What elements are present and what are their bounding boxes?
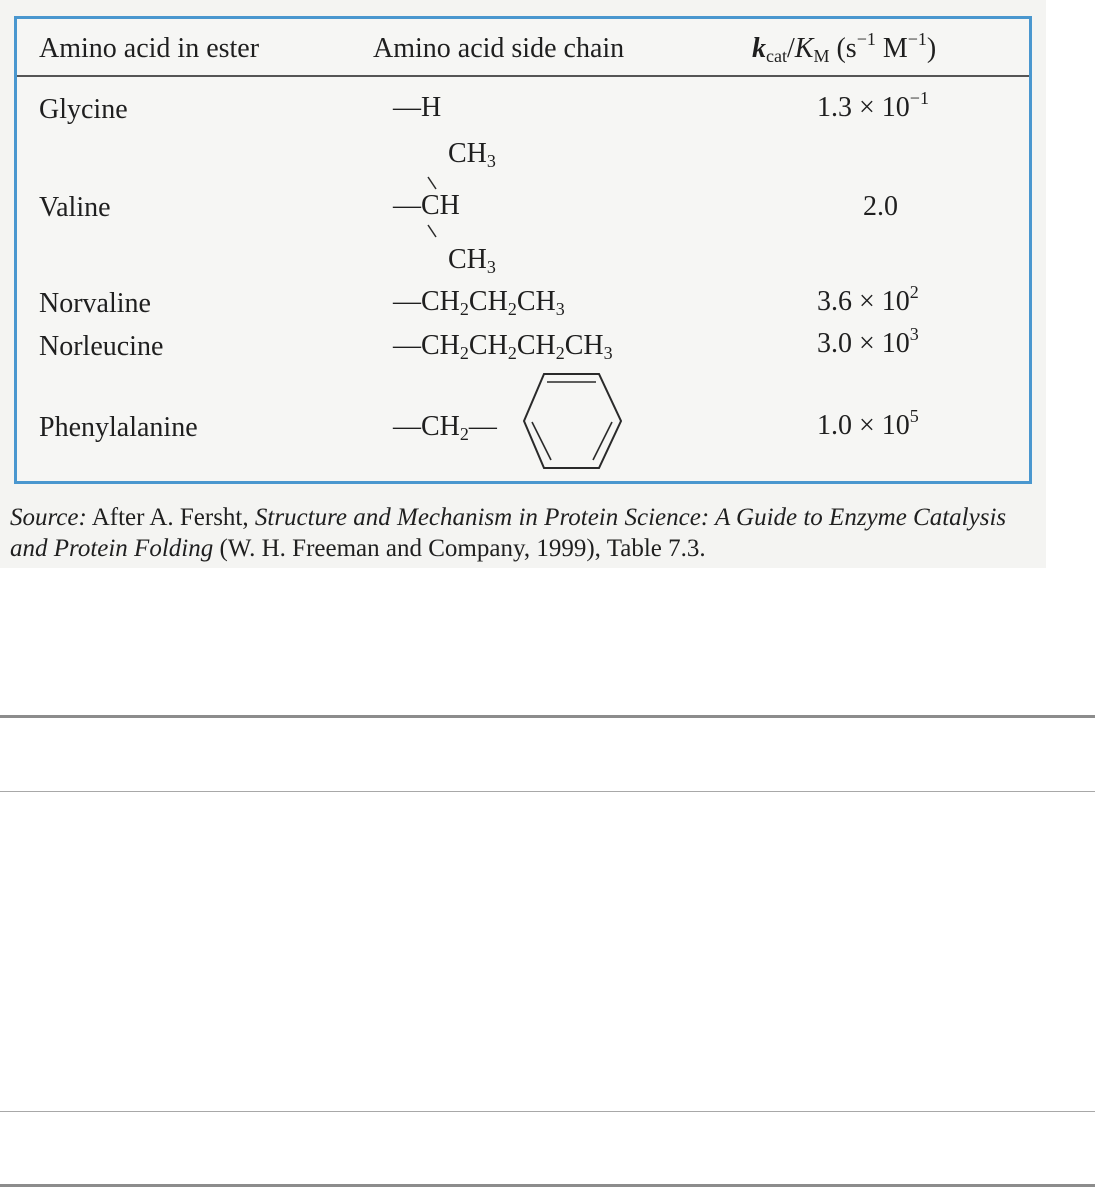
header-amino-acid: Amino acid in ester xyxy=(39,33,260,64)
divider-4 xyxy=(0,1184,1095,1187)
branch-line-up xyxy=(428,177,436,189)
header-side-chain: Amino acid side chain xyxy=(373,33,625,64)
row-phenylalanine-side-chain: $—CH_2—$ xyxy=(393,411,497,444)
benzene-ring-structure xyxy=(522,368,622,474)
divider-3 xyxy=(0,1111,1095,1112)
benzene-double-bond-right xyxy=(593,422,612,460)
divider-1 xyxy=(0,715,1095,718)
row-valine-rate: 2.0 xyxy=(863,191,898,222)
row-glycine-rate: $1.3 \times 10^{-1}$ xyxy=(817,88,929,123)
row-norleucine-side-chain: $—CH_2CH_2CH_2CH_3$ xyxy=(393,330,613,363)
row-norvaline-rate: $3.6 \times 10^2$ xyxy=(817,282,919,317)
benzene-ring-outline xyxy=(524,374,621,468)
header-rate-constant: $k_{cat}/K_M$ ($s^{-1}$ $M^{-1}$) xyxy=(752,29,937,66)
row-norleucine-rate: $3.0 \times 10^3$ xyxy=(817,324,919,359)
branch-line-down xyxy=(428,225,436,237)
row-valine-side-mid: —CH xyxy=(393,190,460,221)
row-glycine-name: Glycine xyxy=(39,94,128,125)
source-citation: Source: After A. Fersht, Structure and Mechanism in Protein Science: A Guide to Enzyme Catalysis and Protein Folding (W. H. Freeman and Company, 1999), Table 7.3. xyxy=(10,504,1007,562)
benzene-double-bond-left xyxy=(532,422,551,460)
row-valine-side-bottom: $CH_3$ xyxy=(448,244,496,277)
row-phenylalanine-rate: $1.0 \times 10^5$ xyxy=(817,406,919,441)
row-glycine-side-chain: —H xyxy=(393,92,442,123)
row-norvaline-name: Norvaline xyxy=(39,288,151,319)
row-norvaline-side-chain: $—CH_2CH_2CH_3$ xyxy=(393,286,565,319)
row-valine-side-top: $CH_3$ xyxy=(448,138,496,171)
rate-constants-table xyxy=(14,16,1032,484)
divider-2 xyxy=(0,791,1095,792)
table-header-row xyxy=(17,19,1029,77)
row-phenylalanine-name: Phenylalanine xyxy=(39,412,198,443)
table-scan-image xyxy=(0,0,1046,568)
row-norleucine-name: Norleucine xyxy=(39,331,164,362)
row-valine-name: Valine xyxy=(39,192,111,223)
